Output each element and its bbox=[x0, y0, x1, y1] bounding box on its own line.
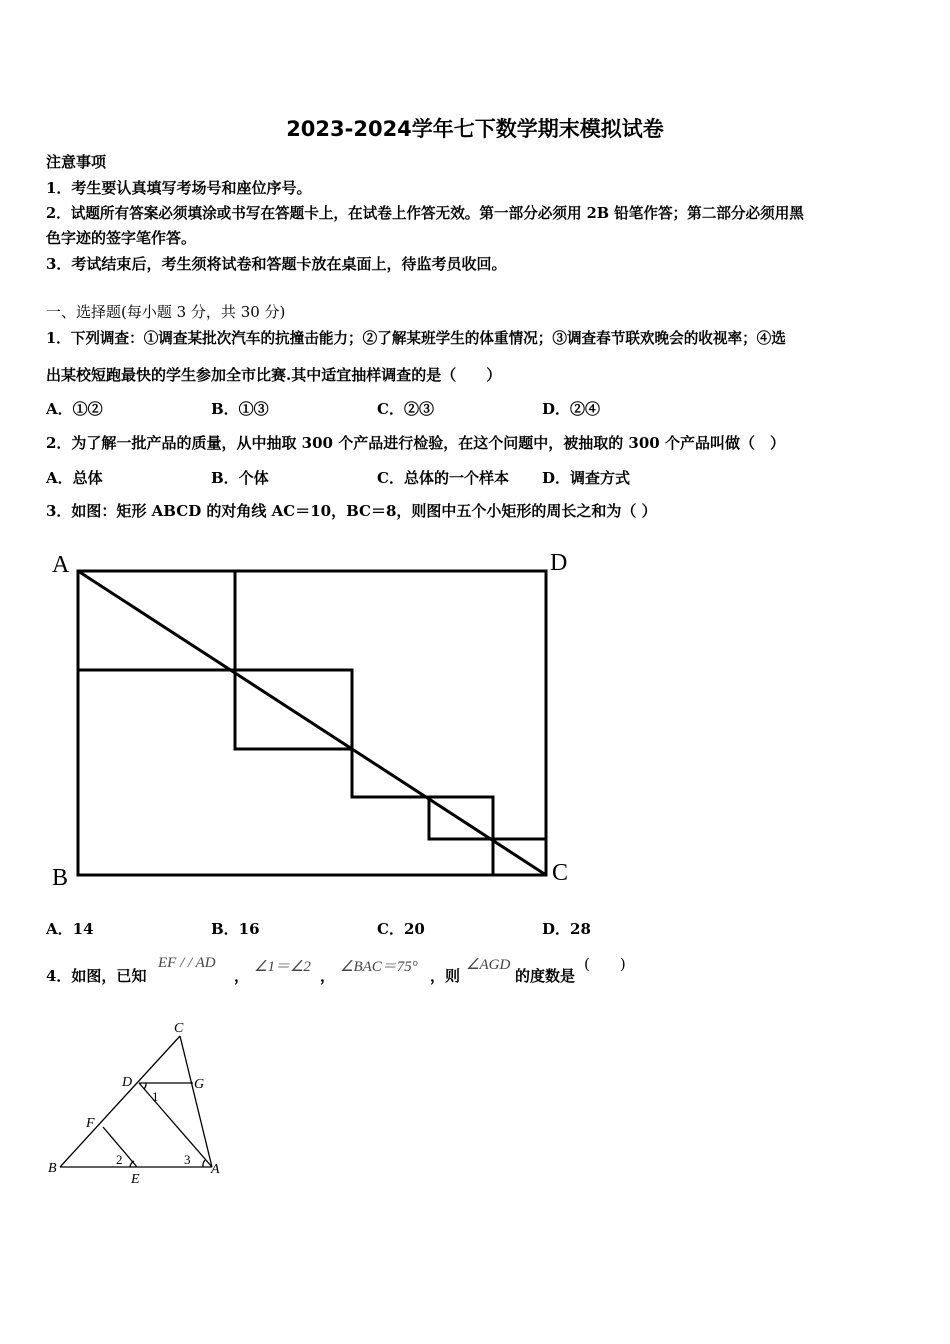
angle-2-arc bbox=[130, 1161, 134, 1167]
q1-option-a: A．①② bbox=[46, 400, 103, 418]
q2-option-d: D．调查方式 bbox=[542, 469, 631, 487]
label-angle-1: 1 bbox=[152, 1089, 159, 1104]
q4-target-angle: ∠AGD bbox=[466, 957, 511, 973]
label-angle-3: 3 bbox=[184, 1152, 191, 1167]
q2-option-c: C．总体的一个样本 bbox=[377, 469, 509, 487]
q2-text: 2．为了解一批产品的质量，从中抽取 300 个产品进行检验，在这个问题中，被抽取的 300 个产品叫做（ ） bbox=[46, 434, 785, 452]
q1-text-line2: 出某校短跑最快的学生参加全市比赛.其中适宜抽样调查的是（ ） bbox=[46, 366, 502, 384]
q1-option-c: C．②③ bbox=[377, 400, 434, 418]
q4-condition-angle-equal: ∠1＝∠2 bbox=[254, 959, 311, 975]
section-heading: 一、选择题(每小题 3 分，共 30 分) bbox=[46, 303, 286, 321]
q3-option-b: B．16 bbox=[211, 920, 260, 938]
page-title: 2023-2024学年七下数学期末模拟试卷 bbox=[286, 117, 664, 141]
q3-text: 3．如图：矩形 ABCD 的对角线 AC＝10，BC＝8，则图中五个小矩形的周长之和为（ ） bbox=[46, 502, 657, 520]
label-g: G bbox=[194, 1077, 205, 1092]
label-b: B bbox=[48, 1161, 57, 1176]
notice-heading: 注意事项 bbox=[46, 153, 107, 171]
notice-item-1: 1．考生要认真填写考场号和座位序号。 bbox=[46, 179, 312, 197]
angle-3-arc bbox=[203, 1160, 205, 1167]
diagonal-ac bbox=[78, 571, 546, 875]
q1-option-d: D．②④ bbox=[542, 400, 601, 418]
label-a: A bbox=[52, 552, 70, 578]
label-d: D bbox=[550, 550, 568, 576]
label-c: C bbox=[174, 1021, 184, 1036]
q4-prefix: 4．如图，已知 bbox=[46, 967, 147, 985]
q3-option-d: D．28 bbox=[542, 920, 591, 938]
inner-step-line-h1 bbox=[78, 670, 352, 749]
notice-item-3: 3．考试结束后，考生须将试卷和答题卡放在桌面上，待监考员收回。 bbox=[46, 255, 507, 273]
label-c: C bbox=[552, 860, 569, 886]
q4-mid-text: ，则 bbox=[430, 967, 461, 985]
q4-answer-bracket: ( ) bbox=[584, 955, 626, 973]
q3-option-c: C．20 bbox=[377, 920, 425, 938]
q4-suffix: 的度数是 bbox=[515, 967, 576, 985]
label-f: F bbox=[86, 1116, 95, 1131]
q4-triangle-figure bbox=[40, 1012, 240, 1192]
q4-condition-ef-parallel-ad: EF / / AD bbox=[158, 955, 216, 971]
label-a: A bbox=[211, 1162, 220, 1177]
label-angle-2: 2 bbox=[116, 1152, 123, 1167]
q3-option-a: A．14 bbox=[46, 920, 94, 938]
q4-condition-angle-bac: ∠BAC＝75° bbox=[340, 959, 418, 975]
q2-option-a: A．总体 bbox=[46, 469, 103, 487]
notice-item-2-line2: 色字迹的签字笔作答。 bbox=[46, 229, 197, 247]
q4-separator-1: ， bbox=[234, 967, 250, 985]
segment-da bbox=[139, 1083, 212, 1167]
label-b: B bbox=[52, 865, 69, 891]
label-d: D bbox=[122, 1075, 133, 1090]
label-e: E bbox=[131, 1172, 140, 1187]
inner-step-line-upper bbox=[235, 571, 493, 875]
notice-item-2-line1: 2．试题所有答案必须填涂或书写在答题卡上，在试卷上作答无效。第一部分必须用 2B 铅笔作答；第二部分必须用黑 bbox=[46, 205, 804, 222]
q2-option-b: B．个体 bbox=[211, 469, 269, 487]
q3-rectangle-figure bbox=[40, 540, 600, 900]
q4-separator-2: ， bbox=[320, 967, 336, 985]
q1-option-b: B．①③ bbox=[211, 400, 269, 418]
angle-1-arc bbox=[144, 1083, 146, 1089]
side-ca bbox=[180, 1036, 212, 1167]
q1-text-line1: 1．下列调查：①调查某批次汽车的抗撞击能力；②了解某班学生的体重情况；③调查春节联欢晚会的收视率；④选 bbox=[46, 330, 786, 347]
